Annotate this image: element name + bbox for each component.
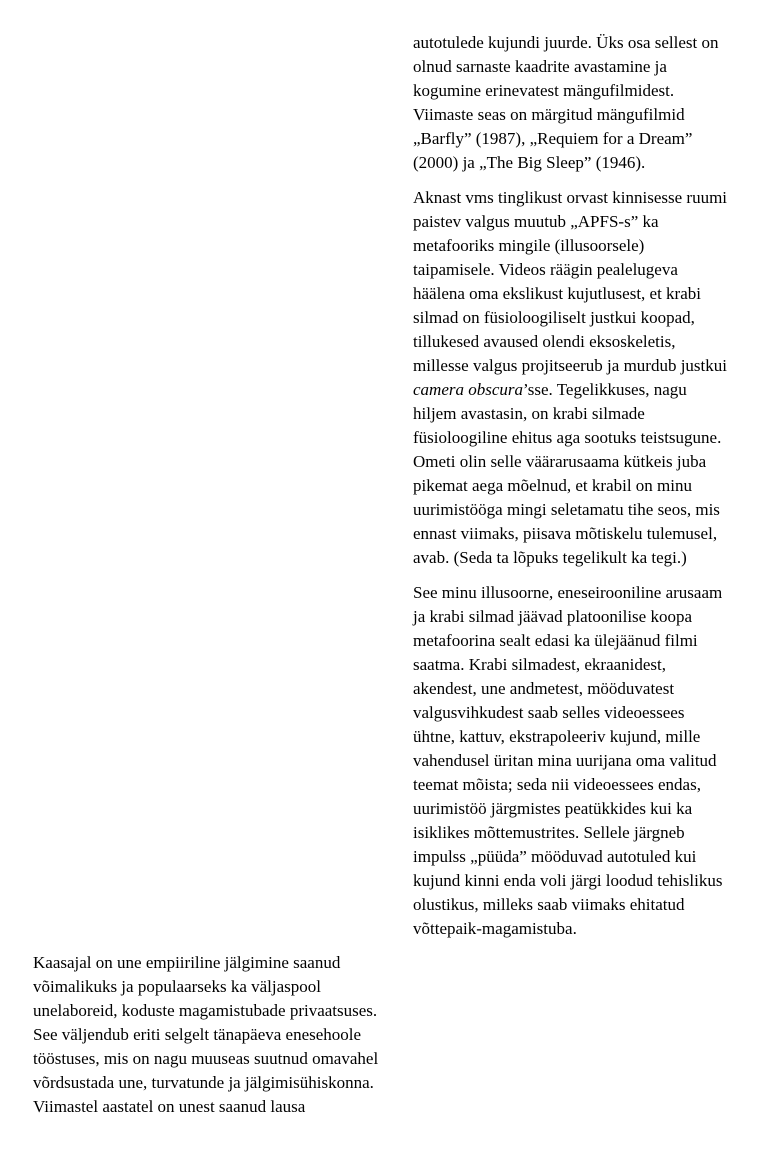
text-line: häälena oma ekslikust kujutlusest, et krabi (413, 284, 701, 303)
text-line: vahendusel üritan mina uurijana oma valitud (413, 751, 717, 770)
text-line: võimalikuks ja populaarseks ka väljaspool (33, 977, 321, 996)
text-line: taipamisele. Videos räägin pealelugeva (413, 260, 678, 279)
text-line: võttepaik-magamistuba. (413, 919, 577, 938)
text-line: Viimastel aastatel on unest saanud lausa (33, 1097, 306, 1116)
text-line: Kaasajal on une empiiriline jälgimine saanud (33, 953, 341, 972)
text-line: avab. (Seda ta lõpuks tegelikult ka tegi.) (413, 548, 687, 567)
text-line: olustikus, milleks saab viimaks ehitatud (413, 895, 685, 914)
paragraph (413, 186, 761, 570)
text-line: olnud sarnaste kaadrite avastamine ja (413, 57, 667, 76)
text-line: millesse valgus projitseerub ja murdub justkui (413, 356, 727, 375)
paragraph (33, 951, 407, 1119)
text-line: Aknast vms tinglikust orvast kinnisesse ruumi (413, 188, 728, 207)
text-line: valgusvihkudest saab selles videoessees (413, 703, 685, 722)
text-line: (2000) ja „The Big Sleep” (1946). (413, 153, 646, 172)
text-line: paistev valgus muutub „APFS-s” ka (413, 212, 659, 231)
text-line: tillukesed avaused olendi eksoskeletis, (413, 332, 676, 351)
text-line: ennast viimaks, piisava mõtiskelu tulemusel, (413, 524, 718, 543)
text-line: „Barfly” (1987), „Requiem for a Dream” (413, 129, 693, 148)
text-line: Ometi olin selle väärarusaama kütkeis juba (413, 452, 707, 471)
text-line: isiklikes mõttemustrites. Sellele järgneb (413, 823, 685, 842)
text-line: uurimistööga mingi seletamatu tihe seos, mis (413, 500, 720, 519)
text-line: tööstuses, mis on nagu muuseas suutnud omavahel (33, 1049, 379, 1068)
text-line: saatma. Krabi silmadest, ekraanidest, (413, 655, 667, 674)
text-line: füsioloogiline ehitus aga sootuks teistsugune. (413, 428, 722, 447)
text-line: võrdsustada une, turvatunde ja jälgimisühiskonna. (33, 1073, 374, 1092)
paragraph (413, 581, 761, 941)
text-line: pikemat aega mõelnud, et krabil on minu (413, 476, 693, 495)
italic-text-segment: camera obscura (413, 380, 524, 399)
text-line: teemat mõista; seda nii videoessees endas, (413, 775, 701, 794)
paragraph (413, 31, 761, 175)
text-line: kujund kinni enda voli järgi loodud tehislikus (413, 871, 723, 890)
text-line: Viimaste seas on märgitud mängufilmid (413, 105, 685, 124)
text-line: ühtne, kattuv, ekstrapoleeriv kujund, mille (413, 727, 701, 746)
text-line: akendest, une andmetest, mööduvatest (413, 679, 675, 698)
text-line: impulss „püüda” mööduvad autotuled kui (413, 847, 697, 866)
text-line: metafooriks mingile (illusoorsele) (413, 236, 645, 255)
text-line: kogumine erinevatest mängufilmidest. (413, 81, 675, 100)
text-line: See väljendub eriti selgelt tänapäeva enesehoole (33, 1025, 362, 1044)
text-line: See minu illusoorne, eneseirooniline arusaam (413, 583, 723, 602)
right-text-column (413, 31, 761, 952)
text-line: autotulede kujundi juurde. Üks osa sellest on (413, 33, 719, 52)
left-text-column (33, 951, 407, 1130)
text-line: hiljem avastasin, on krabi silmade (413, 404, 645, 423)
text-line: unelaboreid, koduste magamistubade privaatsuses. (33, 1001, 378, 1020)
text-line: silmad on füsioloogiliselt justkui koopad, (413, 308, 695, 327)
text-line: metafoorina sealt edasi ka ülejäänud filmi (413, 631, 698, 650)
text-line: ja krabi silmad jäävad platoonilise koopa (413, 607, 693, 626)
text-line: uurimistöö järgmistes peatükkides kui ka (413, 799, 693, 818)
text-line (413, 378, 761, 402)
text-segment: ’sse. Tegelikkuses, nagu (523, 380, 687, 399)
